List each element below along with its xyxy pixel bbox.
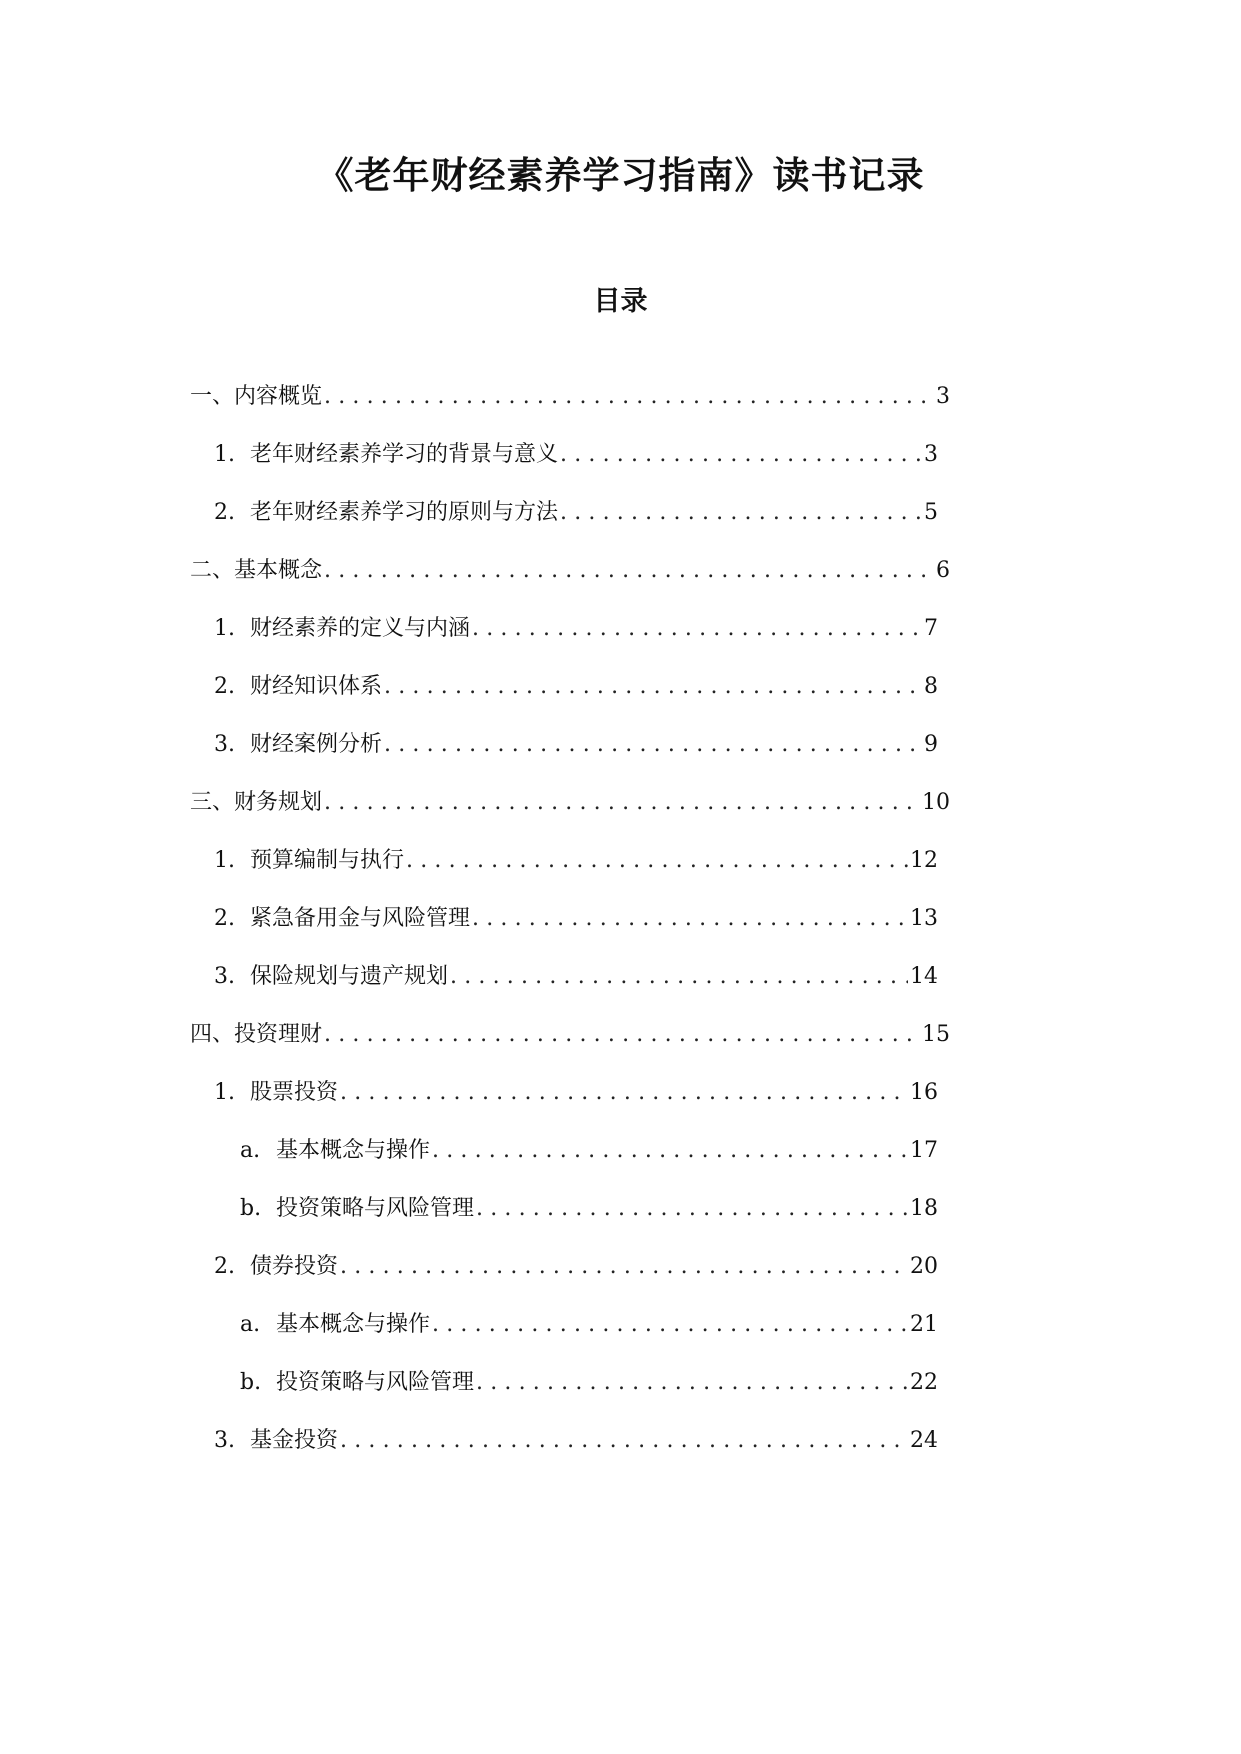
toc-heading: 目录 [593, 286, 648, 317]
toc-entry[interactable] [240, 1308, 938, 1342]
toc-entry[interactable] [214, 728, 938, 762]
toc-entry-number: 3. [214, 964, 235, 989]
toc-entry-page: 3 [936, 384, 950, 409]
toc-entry-page: 12 [910, 848, 938, 873]
toc-entry-page: 21 [910, 1312, 938, 1337]
toc-entry[interactable] [240, 1366, 938, 1400]
toc-entry-number: 1. [214, 848, 235, 873]
toc-entry-title: 四、投资理财 [190, 1022, 323, 1047]
document-title: 《老年财经素养学习指南》读书记录 [316, 153, 925, 197]
toc-leader-dots [340, 1424, 908, 1458]
toc-leader-dots [560, 496, 922, 530]
toc-entry-page: 15 [922, 1022, 950, 1047]
toc-entry-number: 1. [214, 442, 235, 467]
toc-leader-dots [476, 1366, 908, 1400]
toc-entry-title: 财经素养的定义与内涵 [250, 616, 471, 641]
toc-entry-title: 老年财经素养学习的原则与方法 [250, 500, 559, 525]
toc-entry-page: 22 [910, 1370, 938, 1395]
toc-leader-dots [340, 1076, 908, 1110]
toc-entry-page: 8 [924, 674, 938, 699]
toc-entry-title: 紧急备用金与风险管理 [250, 906, 471, 931]
toc-leader-dots [432, 1134, 908, 1168]
toc-entry[interactable] [214, 496, 938, 530]
toc-leader-dots [476, 1192, 908, 1226]
toc-entry[interactable] [190, 786, 950, 820]
toc-entry[interactable] [190, 380, 950, 414]
toc-entry-title: 投资策略与风险管理 [276, 1196, 475, 1221]
toc-entry[interactable] [190, 1018, 950, 1052]
toc-entry-title: 基本概念与操作 [276, 1138, 431, 1163]
toc-entry-page: 16 [910, 1080, 938, 1105]
toc-entry-page: 14 [910, 964, 938, 989]
toc-entry[interactable] [214, 844, 938, 878]
toc-entry-title: 股票投资 [250, 1080, 339, 1105]
toc-entry-page: 18 [910, 1196, 938, 1221]
toc-entry-number: b. [240, 1370, 262, 1395]
toc-leader-dots [324, 554, 934, 588]
toc-leader-dots [324, 380, 934, 414]
toc-entry-number: 2. [214, 906, 235, 931]
toc-entry-number: 1. [214, 616, 235, 641]
toc-entry-page: 17 [910, 1138, 938, 1163]
toc-leader-dots [324, 786, 920, 820]
toc-entry-page: 10 [922, 790, 950, 815]
toc-entry[interactable] [240, 1192, 938, 1226]
toc-entry-title: 财经案例分析 [250, 732, 383, 757]
toc-entry-title: 基本概念与操作 [276, 1312, 431, 1337]
toc-entry[interactable] [214, 1250, 938, 1284]
toc-entry-title: 三、财务规划 [190, 790, 323, 815]
toc-leader-dots [560, 438, 922, 472]
toc-entry-number: a. [240, 1312, 261, 1337]
toc-entry[interactable] [214, 612, 938, 646]
toc-entry-number: b. [240, 1196, 262, 1221]
toc-entry-number: 2. [214, 674, 235, 699]
toc-leader-dots [472, 902, 908, 936]
toc-leader-dots [384, 670, 922, 704]
toc-entry[interactable] [240, 1134, 938, 1168]
toc-entry[interactable] [214, 670, 938, 704]
toc-entry-title: 老年财经素养学习的背景与意义 [250, 442, 559, 467]
toc-entry-page: 24 [910, 1428, 938, 1453]
toc-entry-title: 债券投资 [250, 1254, 339, 1279]
toc-leader-dots [384, 728, 922, 762]
toc-entry-title: 一、内容概览 [190, 384, 323, 409]
toc-entry-title: 保险规划与遗产规划 [250, 964, 449, 989]
toc-entry-page: 3 [924, 442, 938, 467]
toc-entry-number: 3. [214, 732, 235, 757]
toc-leader-dots [406, 844, 908, 878]
toc-entry-number: 1. [214, 1080, 235, 1105]
toc-entry-title: 预算编制与执行 [250, 848, 405, 873]
toc-leader-dots [450, 960, 908, 994]
toc-entry-page: 9 [924, 732, 938, 757]
toc-entry-page: 6 [936, 558, 950, 583]
toc-entry[interactable] [190, 554, 950, 588]
toc-leader-dots [340, 1250, 908, 1284]
toc-entry-number: 2. [214, 500, 235, 525]
toc-leader-dots [432, 1308, 908, 1342]
toc-entry-page: 7 [924, 616, 938, 641]
toc-entry[interactable] [214, 960, 938, 994]
toc-leader-dots [472, 612, 922, 646]
toc-entry-page: 20 [910, 1254, 938, 1279]
toc-entry[interactable] [214, 438, 938, 472]
toc-entry-number: 3. [214, 1428, 235, 1453]
toc-entry-number: a. [240, 1138, 261, 1163]
toc-entry[interactable] [214, 1076, 938, 1110]
toc-entry-number: 2. [214, 1254, 235, 1279]
toc-entry[interactable] [214, 902, 938, 936]
toc-entry[interactable] [214, 1424, 938, 1458]
toc-entry-title: 基金投资 [250, 1428, 339, 1453]
toc-entry-title: 投资策略与风险管理 [276, 1370, 475, 1395]
toc-leader-dots [324, 1018, 920, 1052]
toc-entry-title: 二、基本概念 [190, 558, 323, 583]
toc-entry-page: 13 [910, 906, 938, 931]
toc-entry-title: 财经知识体系 [250, 674, 383, 699]
toc-entry-page: 5 [924, 500, 938, 525]
